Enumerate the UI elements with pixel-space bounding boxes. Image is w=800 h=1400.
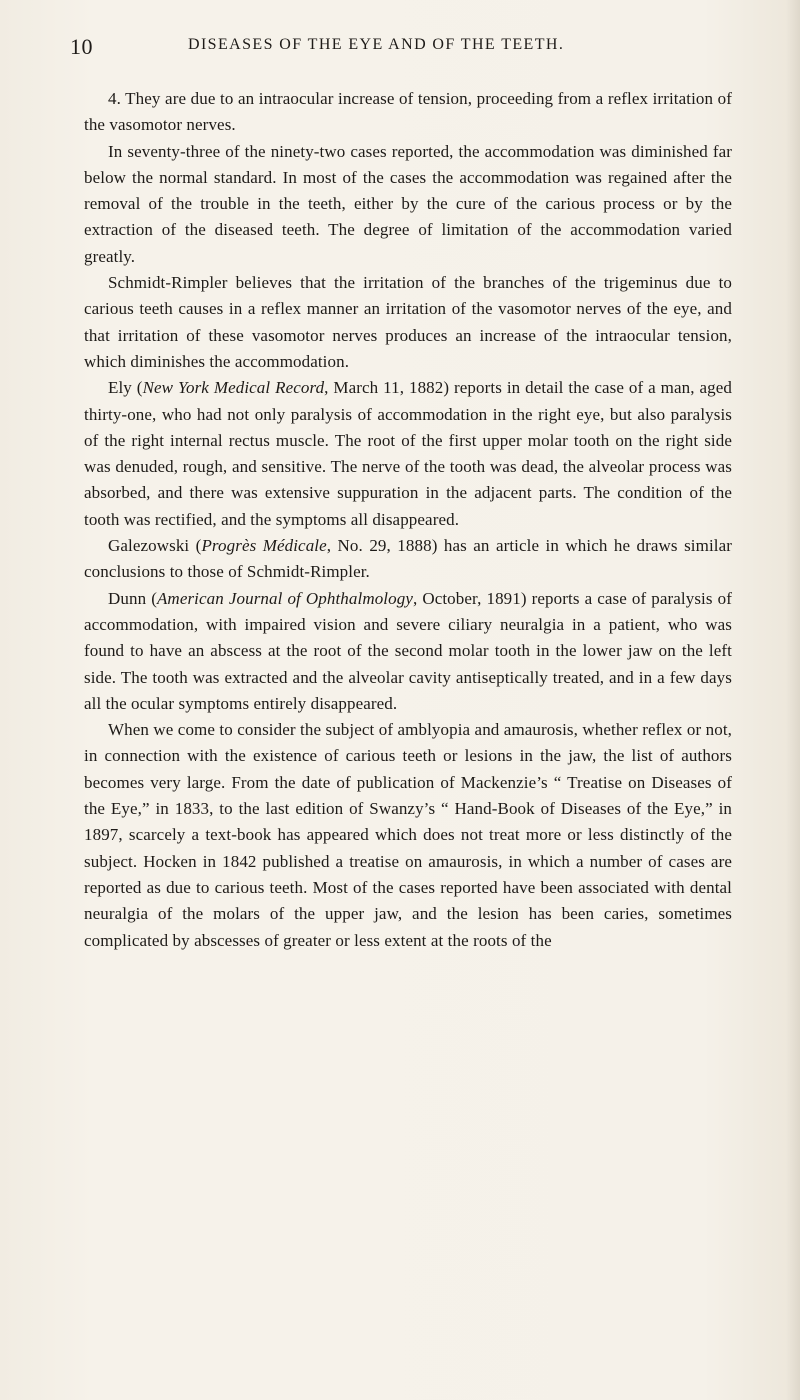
paragraph-galezowski: Galezowski (Progrès Médicale, No. 29, 1888) has an article in which he draws similar conclusions to those of Schmidt-Rimpler. xyxy=(84,536,732,582)
paragraph-schmidt-rimpler: Schmidt-Rimpler believes that the irritation of the branches of the trigeminus due to carious teeth causes in a reflex manner an irritation of the vasomotor nerves of the eye, and that irritation of these vasomotor nerves produces an increase of the intraocular tension, which diminishes the accommodation. xyxy=(84,273,732,371)
body-text xyxy=(84,86,732,954)
citation-progres-medicale: Progrès Médicale xyxy=(201,536,327,556)
running-title: DISEASES OF THE EYE AND OF THE TEETH. xyxy=(188,36,565,53)
citation-new-york-medical-record: New York Medical Record xyxy=(142,378,325,398)
paragraph-accommodation: In seventy-three of the ninety-two cases reported, the accommodation was diminished far below the normal standard. In most of the cases the accommodation was regained after the removal of the trouble in the teeth, either by the cure of the carious process or by the extraction of the diseased teeth. The degree of limitation of the accommodation varied greatly. xyxy=(84,141,732,266)
paragraph-amblyopia: When we come to consider the subject of amblyopia and amaurosis, whether reflex or not, in connection with the existence of carious teeth or lesions in the jaw, the list of authors becomes very large. From the date of publication of Mackenzie’s “ Treatise on Diseases of the Eye,” in 1833, to the last edition of Swanzy’s “ Hand-Book of Diseases of the Eye,” in 1897, scarcely a text-book has appeared which does not treat more or less distinctly of the subject. Hocken in 1842 published a treatise on amaurosis, in which a number of cases are reported as due to carious teeth. Most of the cases reported have been associated with dental neuralgia of the molars of the upper jaw, and the lesion has been caries, sometimes complicated by abscesses of greater or less extent at the roots of the xyxy=(84,720,732,950)
paragraph-tension: 4. They are due to an intraocular increase of tension, proceeding from a reflex irritation of the vasomotor nerves. xyxy=(84,89,732,135)
page-number: 10 xyxy=(70,34,93,59)
paragraph-dunn: Dunn (American Journal of Ophthalmology, October, 1891) reports a case of paralysis of accommodation, with impaired vision and severe ciliary neuralgia in a patient, who was found to have an abscess at the root of the second molar tooth in the lower jaw on the left side. The tooth was extracted and the alveolar cavity antiseptically treated, and in a few days all the ocular symptoms entirely disappeared. xyxy=(84,588,732,713)
paragraph-ely: Ely (New York Medical Record, March 11, 1882) reports in detail the case of a man, aged thirty-one, who had not only paralysis of accommodation in the right eye, but also paralysis of the right internal rectus muscle. The root of the first upper molar tooth on the right side was denuded, rough, and sensitive. The nerve of the tooth was dead, the alveolar process was absorbed, and there was extensive suppuration in the adjacent parts. The condition of the tooth was rectified, and the symptoms all disappeared. xyxy=(84,378,732,529)
page-edge-shadow xyxy=(786,0,800,1400)
page-header xyxy=(70,34,740,64)
citation-american-journal-of-ophthalmology: American Journal of Ophthalmology xyxy=(156,588,413,608)
